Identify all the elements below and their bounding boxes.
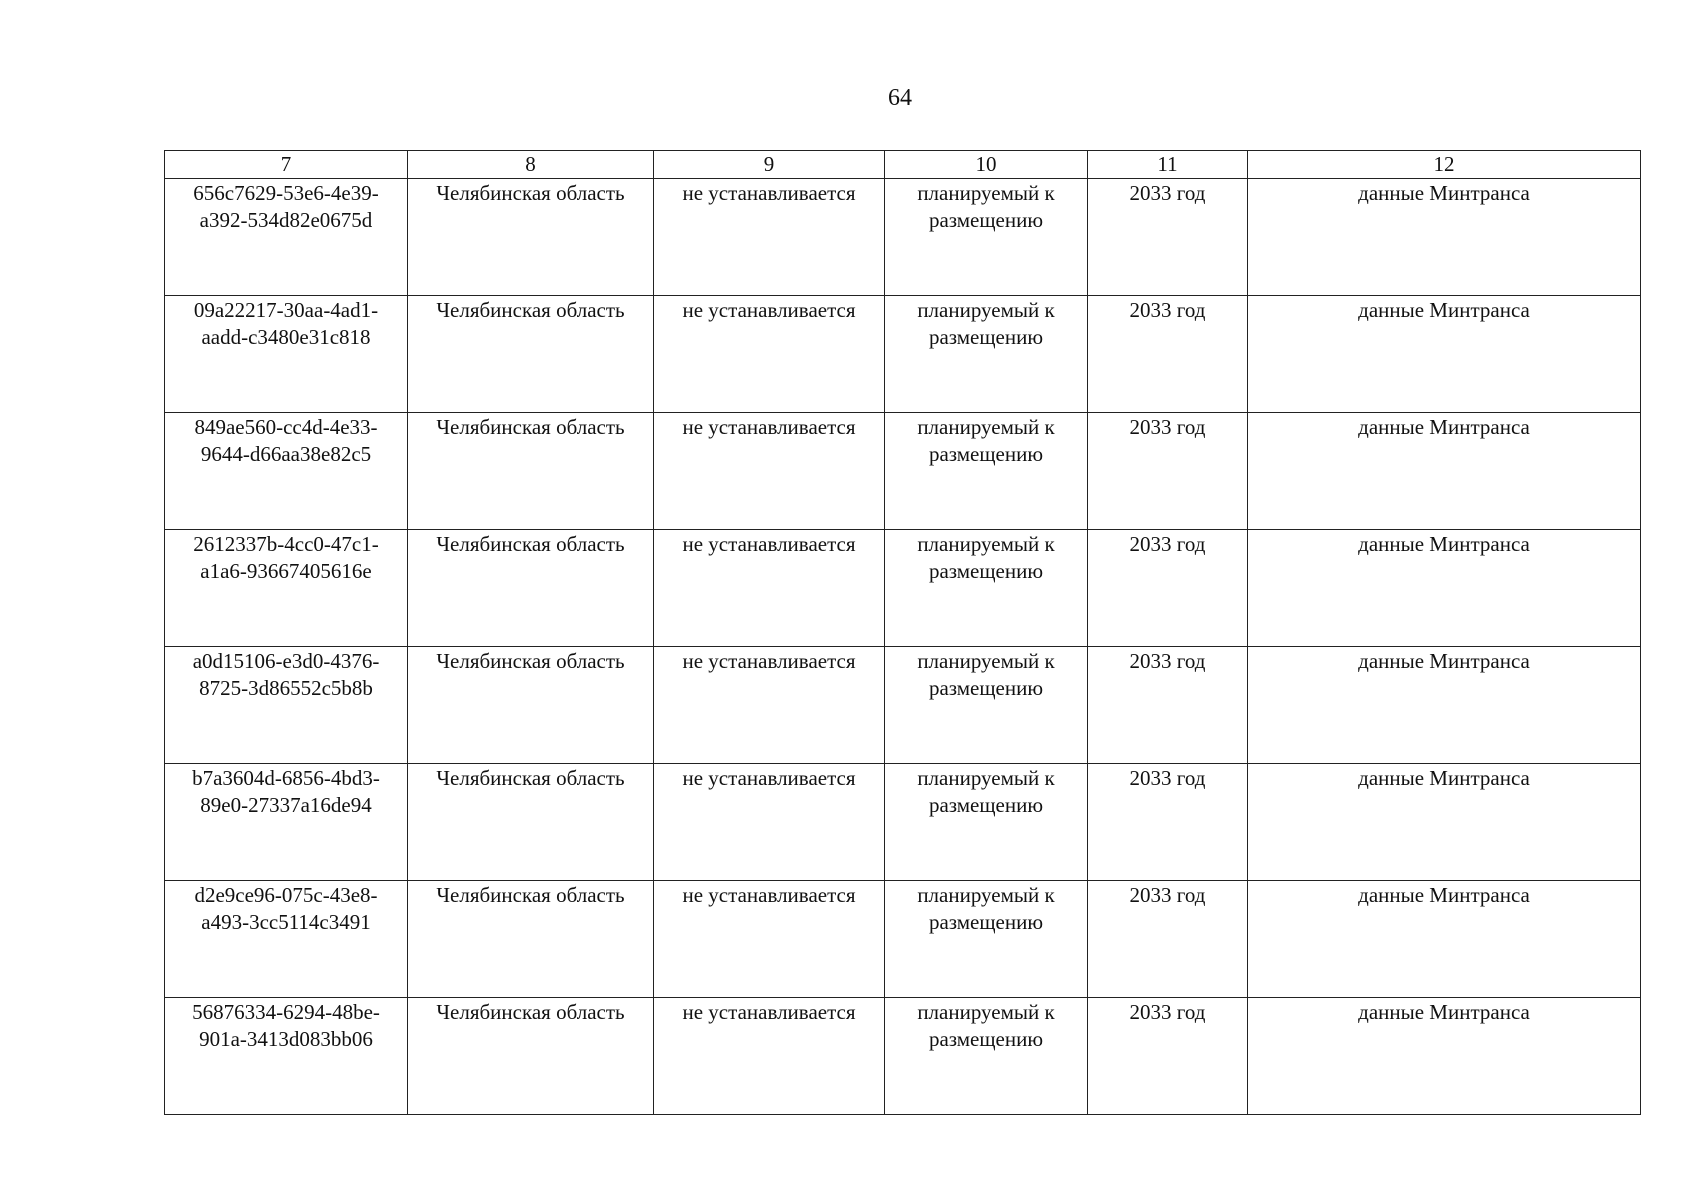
column-header: 12 — [1248, 151, 1641, 179]
source-cell: данные Минтранса — [1248, 647, 1641, 764]
source-cell: данные Минтранса — [1248, 530, 1641, 647]
term-cell: не устанавливается — [654, 296, 885, 413]
object-id-line: a392-534d82e0675d — [199, 208, 373, 232]
column-header: 9 — [654, 151, 885, 179]
year-cell: 2033 год — [1088, 179, 1248, 296]
object-id-line: 2612337b-4cc0-47c1- — [193, 532, 379, 556]
object-id-line: 89e0-27337a16de94 — [200, 793, 372, 817]
source-cell: данные Минтранса — [1248, 296, 1641, 413]
object-id-line: 656c7629-53e6-4e39- — [193, 181, 379, 205]
status-line: размещению — [928, 676, 1044, 700]
status-cell — [885, 647, 1088, 764]
region-cell: Челябинская область — [408, 881, 654, 998]
status-line: размещению — [928, 208, 1044, 232]
source-cell: данные Минтранса — [1248, 998, 1641, 1115]
region-cell: Челябинская область — [408, 998, 654, 1115]
status-cell — [885, 413, 1088, 530]
status-cell — [885, 881, 1088, 998]
object-id-cell — [165, 647, 408, 764]
table-row — [165, 881, 1641, 998]
source-cell: данные Минтранса — [1248, 764, 1641, 881]
status-line: планируемый к — [917, 1000, 1055, 1024]
object-id-line: aadd-c3480e31c818 — [201, 325, 371, 349]
status-line: размещению — [928, 793, 1044, 817]
term-cell: не устанавливается — [654, 413, 885, 530]
term-cell: не устанавливается — [654, 179, 885, 296]
object-id-line: a1a6-93667405616e — [200, 559, 372, 583]
object-id-line: 56876334-6294-48be- — [192, 1000, 380, 1024]
column-header: 7 — [165, 151, 408, 179]
table-row — [165, 530, 1641, 647]
object-id-line: 849ae560-cc4d-4e33- — [194, 415, 378, 439]
table-row — [165, 764, 1641, 881]
status-cell — [885, 296, 1088, 413]
year-cell: 2033 год — [1088, 413, 1248, 530]
table-row — [165, 296, 1641, 413]
table-row — [165, 998, 1641, 1115]
term-cell: не устанавливается — [654, 530, 885, 647]
status-cell — [885, 764, 1088, 881]
column-header: 8 — [408, 151, 654, 179]
year-cell: 2033 год — [1088, 296, 1248, 413]
region-cell: Челябинская область — [408, 764, 654, 881]
table-body — [165, 179, 1641, 1115]
status-cell — [885, 530, 1088, 647]
object-id-line: 9644-d66aa38e82c5 — [200, 442, 372, 466]
source-cell: данные Минтранса — [1248, 881, 1641, 998]
region-cell: Челябинская область — [408, 530, 654, 647]
year-cell: 2033 год — [1088, 530, 1248, 647]
status-cell — [885, 179, 1088, 296]
year-cell: 2033 год — [1088, 764, 1248, 881]
table-row — [165, 179, 1641, 296]
status-line: планируемый к — [917, 298, 1055, 322]
column-header: 10 — [885, 151, 1088, 179]
object-id-line: b7a3604d-6856-4bd3- — [192, 766, 380, 790]
status-line: планируемый к — [917, 415, 1055, 439]
source-cell: данные Минтранса — [1248, 413, 1641, 530]
object-id-line: d2e9ce96-075c-43e8- — [194, 883, 378, 907]
region-cell: Челябинская область — [408, 647, 654, 764]
term-cell: не устанавливается — [654, 764, 885, 881]
object-id-line: a0d15106-e3d0-4376- — [192, 649, 380, 673]
table-header — [165, 151, 1641, 179]
year-cell: 2033 год — [1088, 647, 1248, 764]
term-cell: не устанавливается — [654, 647, 885, 764]
status-line: планируемый к — [917, 181, 1055, 205]
status-line: размещению — [928, 442, 1044, 466]
table-row — [165, 413, 1641, 530]
status-line: размещению — [928, 325, 1044, 349]
page-number: 64 — [888, 85, 912, 111]
object-id-cell — [165, 881, 408, 998]
data-table — [164, 150, 1641, 1115]
object-id-line: a493-3cc5114c3491 — [201, 910, 371, 934]
status-line: планируемый к — [917, 532, 1055, 556]
object-id-cell — [165, 296, 408, 413]
source-cell: данные Минтранса — [1248, 179, 1641, 296]
object-id-cell — [165, 998, 408, 1115]
table-row — [165, 647, 1641, 764]
object-id-line: 8725-3d86552c5b8b — [199, 676, 373, 700]
term-cell: не устанавливается — [654, 881, 885, 998]
term-cell: не устанавливается — [654, 998, 885, 1115]
region-cell: Челябинская область — [408, 179, 654, 296]
year-cell: 2033 год — [1088, 881, 1248, 998]
status-line: размещению — [928, 559, 1044, 583]
object-id-cell — [165, 179, 408, 296]
status-line: размещению — [928, 1027, 1044, 1051]
status-line: планируемый к — [917, 766, 1055, 790]
status-line: планируемый к — [917, 883, 1055, 907]
status-line: размещению — [928, 910, 1044, 934]
year-cell: 2033 год — [1088, 998, 1248, 1115]
region-cell: Челябинская область — [408, 296, 654, 413]
object-id-line: 901a-3413d083bb06 — [199, 1027, 373, 1051]
region-cell: Челябинская область — [408, 413, 654, 530]
status-cell — [885, 998, 1088, 1115]
object-id-cell — [165, 764, 408, 881]
column-header: 11 — [1088, 151, 1248, 179]
object-id-line: 09a22217-30aa-4ad1- — [193, 298, 379, 322]
object-id-cell — [165, 530, 408, 647]
status-line: планируемый к — [917, 649, 1055, 673]
header-row — [165, 151, 1641, 179]
object-id-cell — [165, 413, 408, 530]
